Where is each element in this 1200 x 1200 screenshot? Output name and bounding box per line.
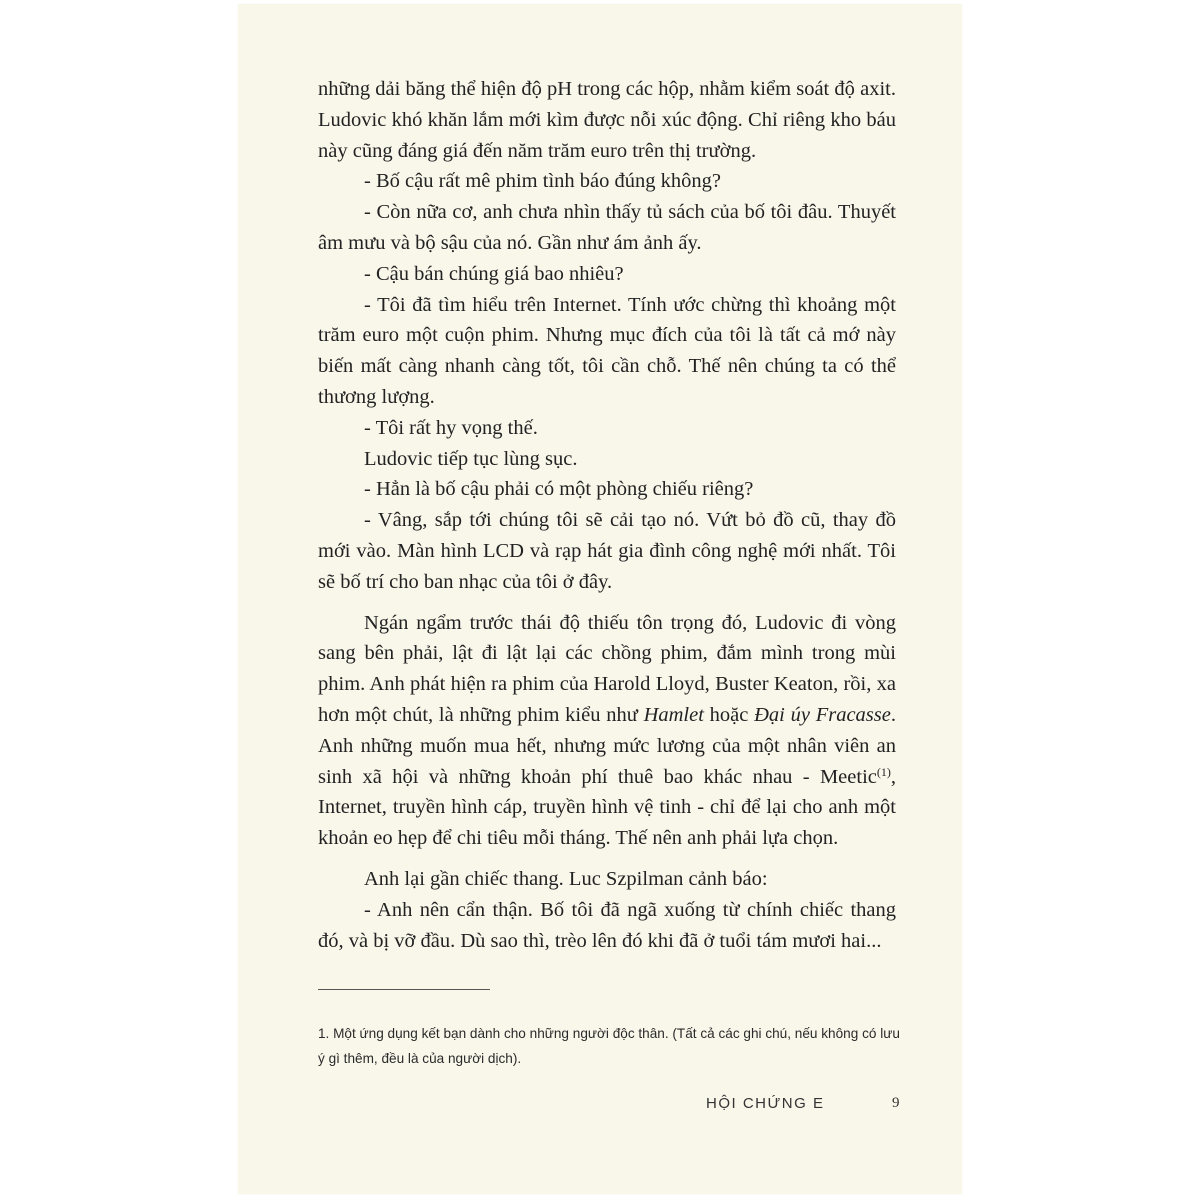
footnote [318,1021,903,1071]
paragraph-10-part-1: Ngán ngẩm trước thái độ thiếu tôn trọng đó, Ludovic đi vòng sang bên phải, lật đi lật lại các chồng phim, đắm mình trong mùi phim. Anh phát hiện ra phim của Harold Lloyd, Buster Keaton, rồi, xa hơn một chút, là những phim kiểu như [318,611,896,726]
paragraph-10 [318,608,896,854]
page-number: 9 [892,1095,900,1111]
paragraph-10-part-3: . Anh những muốn mua hết, nhưng mức lương của một nhân viên an sinh xã hội và những khoản phí thuê bao khác nhau - Meetic [318,703,896,788]
paragraph-9: - Vâng, sắp tới chúng tôi sẽ cải tạo nó. Vứt bỏ đồ cũ, thay đồ mới vào. Màn hình LCD và rạp hát gia đình công nghệ mới nhất. Tôi sẽ bố trí cho ban nhạc của tôi ở đây. [318,509,896,593]
film-title-fracasse: Đại úy Fracasse [754,703,891,726]
footnote-text: 1. Một ứng dụng kết bạn dành cho những người độc thân. (Tất cả các ghi chú, nếu không có lưu ý gì thêm, đều là của người dịch). [318,1026,900,1066]
paragraph-10-part-4: , Internet, truyền hình cáp, truyền hình vệ tinh - chỉ để lại cho anh một khoản eo hẹp để chi tiêu mỗi tháng. Thế nên anh phải lựa chọn. [318,765,896,850]
paragraph-2: - Bố cậu rất mê phim tình báo đúng không? [364,170,721,193]
paragraph-5: - Tôi đã tìm hiểu trên Internet. Tính ước chừng thì khoảng một trăm euro một cuộn phim. Nhưng mục đích của tôi là tất cả mớ này biến mất càng nhanh càng tốt, tôi cần chỗ. Thế nên chúng ta có thể thương lượng. [318,293,896,408]
body-text [318,74,896,956]
paragraph-12: - Anh nên cẩn thận. Bố tôi đã ngã xuống từ chính chiếc thang đó, và bị vỡ đầu. Dù sao thì, trèo lên đó khi đã ở tuổi tám mươi hai... [318,898,896,952]
paragraph-6: - Tôi rất hy vọng thế. [364,416,538,439]
paragraph-8: - Hẳn là bố cậu phải có một phòng chiếu riêng? [364,478,754,501]
paragraph-10-part-2: hoặc [703,703,755,726]
paragraph-1: những dải băng thể hiện độ pH trong các hộp, nhằm kiểm soát độ axit. Ludovic khó khăn lắm mới kìm được nỗi xúc động. Chỉ riêng kho báu này cũng đáng giá đến năm trăm euro trên thị trường. [318,78,896,162]
paragraph-3: - Còn nữa cơ, anh chưa nhìn thấy tủ sách của bố tôi đâu. Thuyết âm mưu và bộ sậu của nó. Gần như ám ảnh ấy. [318,201,896,254]
book-page [238,4,962,1194]
footnote-divider [318,989,490,990]
running-title: HỘI CHỨNG E [706,1095,825,1112]
paragraph-4: - Cậu bán chúng giá bao nhiêu? [364,262,624,285]
film-title-hamlet: Hamlet [643,703,704,726]
paragraph-7: Ludovic tiếp tục lùng sục. [364,447,578,470]
paragraph-11: Anh lại gần chiếc thang. Luc Szpilman cảnh báo: [364,867,768,890]
footnote-reference: (1) [876,764,891,779]
